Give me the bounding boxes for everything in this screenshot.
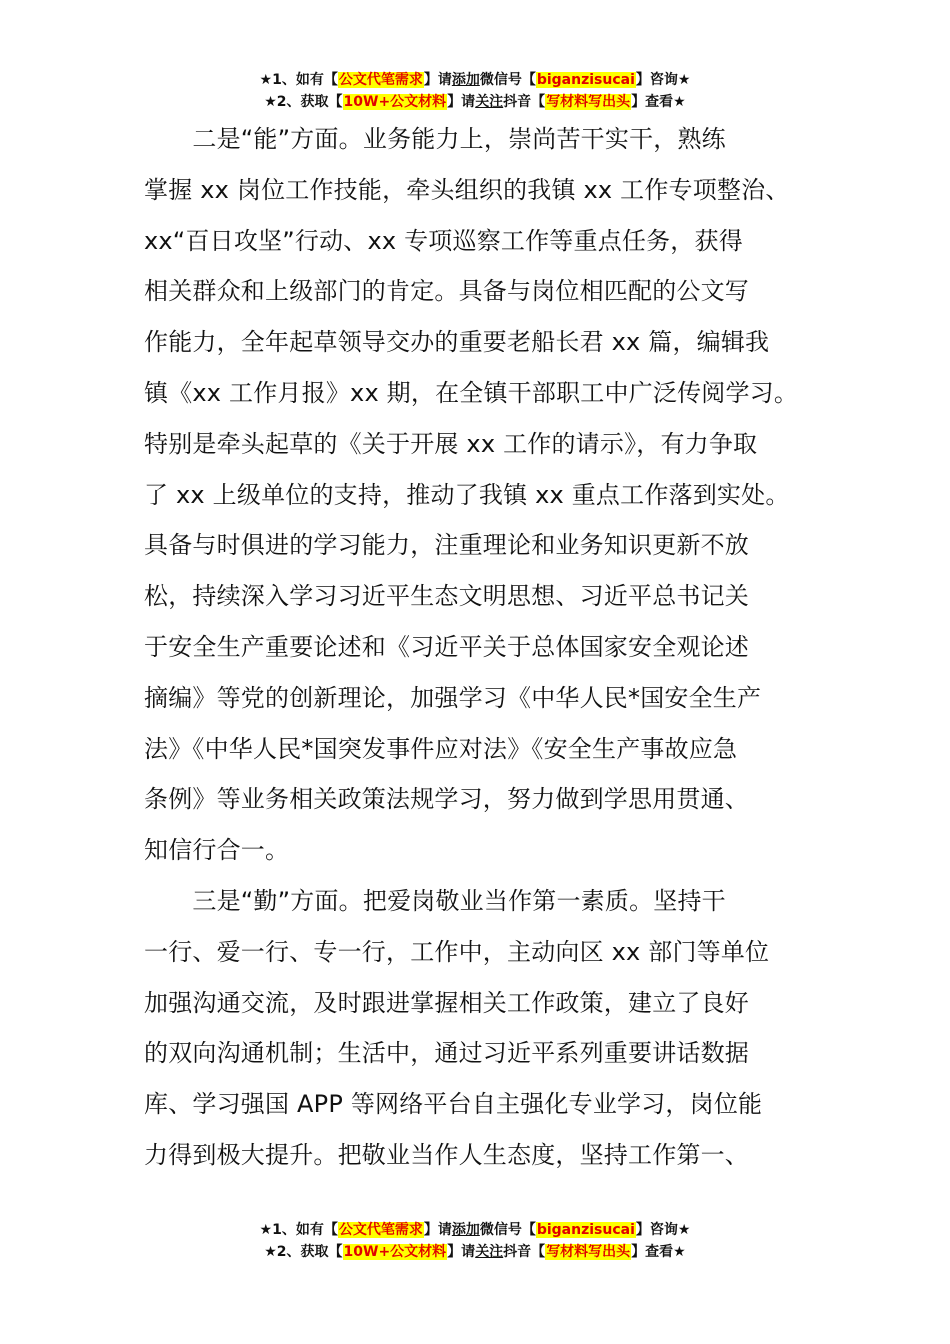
footer-highlight-wechat-id: biganzisucai (536, 1222, 635, 1238)
header-line-2-text: 】请 (447, 94, 476, 110)
header-underline-follow: 关注 (475, 94, 504, 110)
body-line: 力得到极大提升。把敬业当作人生态度，坚持工作第一、 (144, 1140, 749, 1169)
header-line-2 (0, 91, 950, 113)
header-line-2-text-2: 抖音【 (503, 94, 546, 110)
header-line-1-text-2: 微信号【 (479, 72, 536, 88)
body-line: 三是“勤”方面。把爱岗敬业当作第一素质。坚持干 (144, 886, 726, 915)
header-line-1-text: 】请 (423, 72, 452, 88)
footer-line-2-prefix: ★2、获取【 (264, 1244, 343, 1260)
header-highlight-materials: 10W+公文材料 (343, 94, 447, 110)
footer-line-2-text: 】请 (447, 1244, 476, 1260)
body-line: 了 xx 上级单位的支持，推动了我镇 xx 重点工作落到实处。 (144, 480, 790, 509)
footer-banner (0, 1219, 950, 1263)
document-body (144, 114, 824, 1181)
header-line-1 (0, 69, 950, 91)
header-line-2-prefix: ★2、获取【 (264, 94, 343, 110)
body-line: 具备与时俱进的学习能力，注重理论和业务知识更新不放 (144, 531, 749, 560)
footer-underline-follow: 关注 (475, 1244, 504, 1260)
footer-line-1-prefix: ★1、如有【 (259, 1222, 338, 1238)
header-banner (0, 69, 950, 113)
body-line: 作能力，全年起草领导交办的重要老船长君 xx 篇，编辑我 (144, 328, 770, 357)
header-highlight-douyin-account: 写材料写出头 (546, 94, 631, 110)
body-line: 一行、爱一行、专一行，工作中，主动向区 xx 部门等单位 (144, 937, 770, 966)
header-line-1-suffix: 】咨询★ (635, 72, 691, 88)
body-line: 相关群众和上级部门的肯定。具备与岗位相匹配的公文写 (144, 277, 749, 306)
body-line: 知信行合一。 (144, 836, 290, 865)
body-line: 条例》等业务相关政策法规学习，努力做到学思用贯通、 (144, 785, 749, 814)
footer-line-1-text-2: 微信号【 (479, 1222, 536, 1238)
body-line: 摘编》等党的创新理论，加强学习《中华人民*国安全生产 (144, 683, 762, 712)
footer-line-2-text-2: 抖音【 (503, 1244, 546, 1260)
footer-line-2-suffix: 】查看★ (631, 1244, 686, 1260)
header-line-1-prefix: ★1、如有【 (259, 72, 338, 88)
footer-line-1 (0, 1219, 950, 1241)
footer-highlight-douyin-account: 写材料写出头 (546, 1244, 631, 1260)
footer-line-1-suffix: 】咨询★ (635, 1222, 691, 1238)
body-line: xx“百日攻坚”行动、xx 专项巡察工作等重点任务，获得 (144, 226, 743, 255)
body-line: 二是“能”方面。业务能力上，崇尚苦干实干，熟练 (144, 125, 726, 153)
body-line: 库、学习强国 APP 等网络平台自主强化专业学习，岗位能 (144, 1090, 763, 1119)
body-line: 加强沟通交流，及时跟进掌握相关工作政策，建立了良好 (144, 988, 749, 1017)
body-line: 掌握 xx 岗位工作技能，牵头组织的我镇 xx 工作专项整治、 (144, 175, 790, 204)
header-highlight-service: 公文代笔需求 (338, 72, 423, 88)
header-underline-add: 添加 (451, 72, 480, 88)
header-line-2-suffix: 】查看★ (631, 94, 686, 110)
body-line: 的双向沟通机制；生活中，通过习近平系列重要讲话数据 (144, 1039, 749, 1068)
footer-line-2 (0, 1241, 950, 1263)
footer-highlight-materials: 10W+公文材料 (343, 1244, 447, 1260)
header-highlight-wechat-id: biganzisucai (536, 72, 635, 88)
body-line: 特别是牵头起草的《关于开展 xx 工作的请示》，有力争取 (144, 429, 758, 458)
footer-highlight-service: 公文代笔需求 (338, 1222, 423, 1238)
body-line: 法》《中华人民*国突发事件应对法》《安全生产事故应急 (144, 734, 738, 763)
footer-underline-add: 添加 (451, 1222, 480, 1238)
footer-line-1-text: 】请 (423, 1222, 452, 1238)
body-line: 镇《xx 工作月报》xx 期，在全镇干部职工中广泛传阅学习。 (144, 378, 799, 407)
body-line: 于安全生产重要论述和《习近平关于总体国家安全观论述 (144, 632, 749, 661)
body-line: 松，持续深入学习习近平生态文明思想、习近平总书记关 (144, 582, 749, 611)
